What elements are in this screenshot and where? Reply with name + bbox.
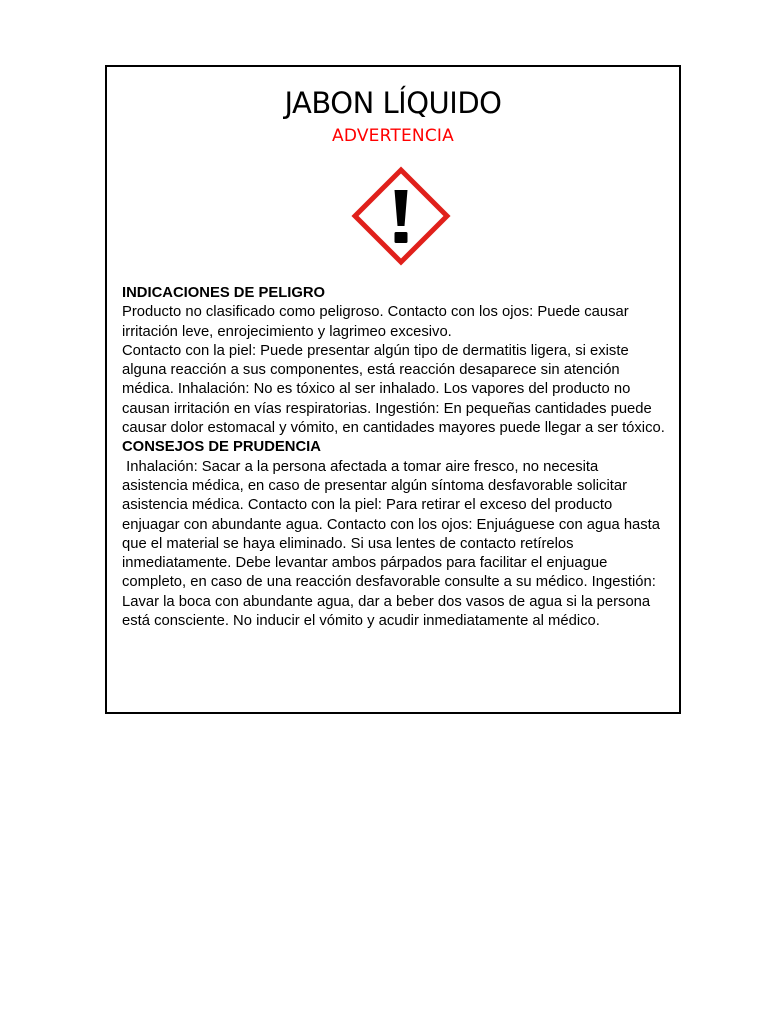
signal-word: ADVERTENCIA <box>332 126 454 146</box>
product-label <box>105 65 681 714</box>
label-content <box>122 284 665 631</box>
exclamation-dot <box>395 232 408 243</box>
hazard-statements-paragraph: Contacto con la piel: Puede presentar algún tipo de dermatitis ligera, si existe alguna reacción a sus componentes, está reacción desaparece sin atención médica. Inhalación: No es tóxico al ser inhalado. Los vapores del producto no causan irritación en vías respiratorias. Ingestión: En pequeñas cantidades puede causar dolor estomacal y vómito, en cantidades mayores puede llegar a ser tóxico. <box>122 342 665 437</box>
hazard-statements-heading: INDICACIONES DE PELIGRO <box>122 285 326 301</box>
exclamation-mark-hazard-icon <box>349 166 453 266</box>
hazard-statements-paragraph: Producto no clasificado como peligroso. Contacto con los ojos: Puede causar irritación leve, enrojecimiento y lagrimeo excesivo. <box>122 304 633 340</box>
precautionary-statements-paragraph: Inhalación: Sacar a la persona afectada a tomar aire fresco, no necesita asistencia médica, en caso de presentar algún síntoma desfavorable solicitar asistencia médica. Contacto con la piel: Para retirar el exceso del producto enjuagar con abundante agua. Contacto con los ojos: Enjuáguese con agua hasta que el material se haya eliminado. Si usa lentes de contacto retírelos inmediatamente. Debe levantar ambos párpados para facilitar el enjuague completo, en caso de una reacción desfavorable consulte a su médico. Ingestión: Lavar la boca con abundante agua, dar a beber dos vasos de agua si la persona está consciente. No inducir el vómito y acudir inmediatamente al médico. <box>122 458 665 630</box>
product-title: JABON LÍQUIDO <box>284 86 502 120</box>
precautionary-statements-heading: CONSEJOS DE PRUDENCIA <box>122 439 321 456</box>
